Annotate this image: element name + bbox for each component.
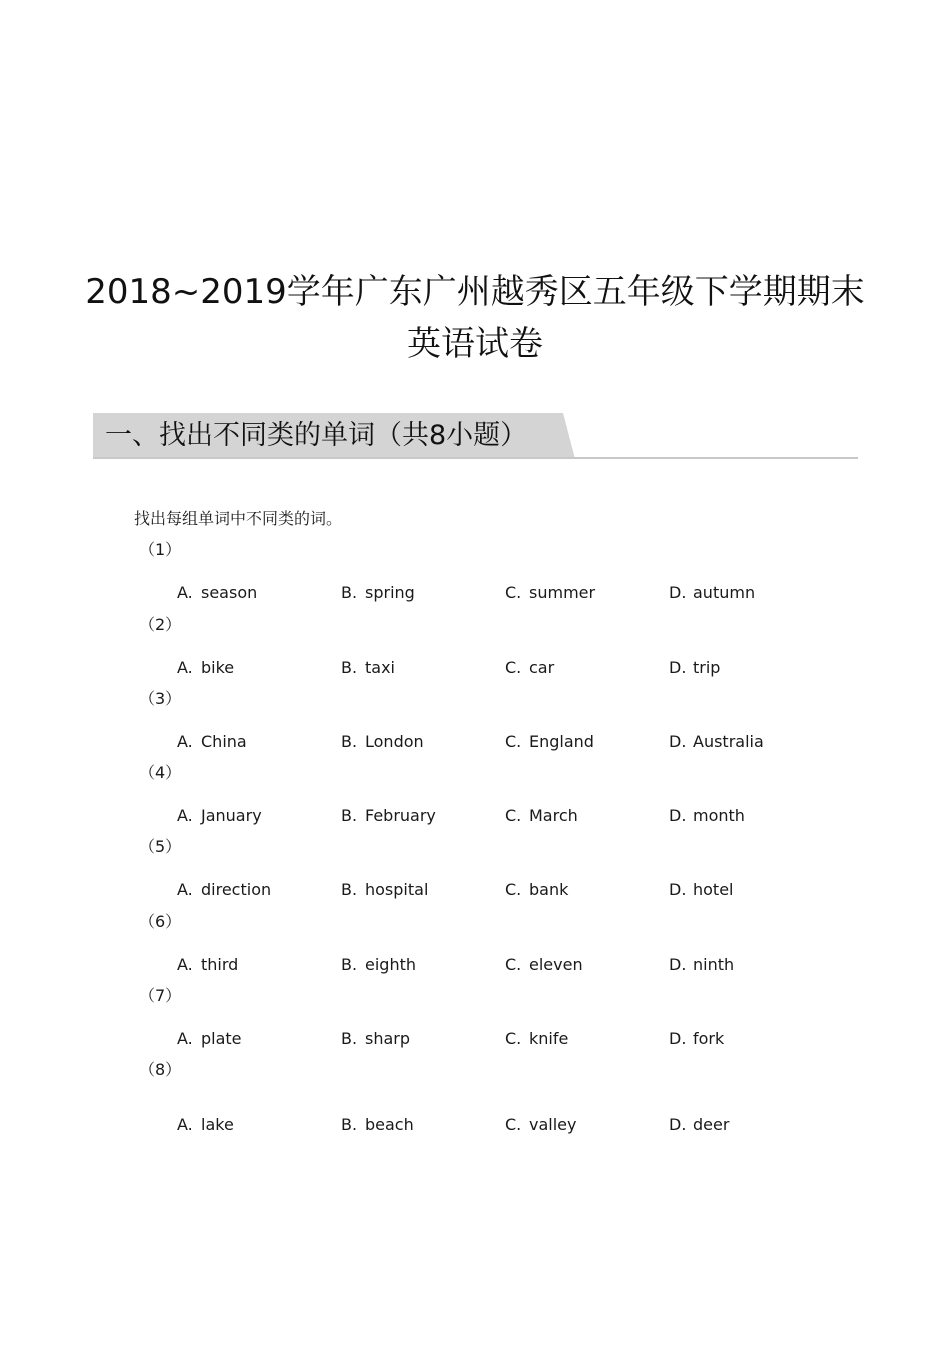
answer-option xyxy=(177,731,247,753)
option-letter: A. xyxy=(177,583,193,602)
option-letter: D. xyxy=(669,806,687,825)
option-letter: B. xyxy=(341,1115,358,1134)
option-text: sharp xyxy=(365,1029,411,1048)
question-number: （4） xyxy=(139,763,182,782)
answer-option xyxy=(177,805,262,827)
option-letter: C. xyxy=(505,583,522,602)
answer-option xyxy=(505,582,595,604)
option-text: China xyxy=(201,732,247,751)
option-letter: C. xyxy=(505,880,522,899)
option-text: Australia xyxy=(693,732,764,751)
answer-option xyxy=(177,1114,234,1136)
option-text: month xyxy=(693,806,745,825)
answer-option xyxy=(505,657,554,679)
option-letter: B. xyxy=(341,1029,358,1048)
option-letter: A. xyxy=(177,880,193,899)
question-number: （2） xyxy=(139,615,182,634)
option-letter: C. xyxy=(505,732,522,751)
answer-option xyxy=(177,1028,242,1050)
answer-option xyxy=(341,731,424,753)
option-letter: C. xyxy=(505,806,522,825)
section-header xyxy=(93,413,858,459)
answer-option xyxy=(669,582,755,604)
option-text: valley xyxy=(529,1115,577,1134)
answer-option xyxy=(341,657,395,679)
answer-option xyxy=(669,954,734,976)
section-instruction: 找出每组单词中不同类的词。 xyxy=(134,509,343,528)
option-letter: A. xyxy=(177,658,193,677)
question-number: （1） xyxy=(139,540,182,559)
option-letter: D. xyxy=(669,732,687,751)
option-text: car xyxy=(529,658,555,677)
option-letter: B. xyxy=(341,880,358,899)
question-number: （8） xyxy=(139,1060,182,1079)
option-letter: D. xyxy=(669,1029,687,1048)
option-text: fork xyxy=(693,1029,725,1048)
option-text: trip xyxy=(693,658,721,677)
answer-option xyxy=(341,1028,410,1050)
option-text: taxi xyxy=(365,658,395,677)
option-letter: B. xyxy=(341,955,358,974)
option-text: summer xyxy=(529,583,596,602)
option-text: London xyxy=(365,732,424,751)
option-text: lake xyxy=(201,1115,234,1134)
question-number: （3） xyxy=(139,689,182,708)
option-text: February xyxy=(365,806,436,825)
answer-option xyxy=(177,657,234,679)
option-text: eleven xyxy=(529,955,583,974)
option-letter: B. xyxy=(341,806,358,825)
question-number: （6） xyxy=(139,912,182,931)
answer-option xyxy=(669,879,734,901)
answer-option xyxy=(177,582,257,604)
option-letter: D. xyxy=(669,880,687,899)
option-text: England xyxy=(529,732,594,751)
answer-option xyxy=(505,731,594,753)
option-text: third xyxy=(201,955,239,974)
option-text: spring xyxy=(365,583,415,602)
option-letter: D. xyxy=(669,1115,687,1134)
option-text: ninth xyxy=(693,955,735,974)
answer-option xyxy=(341,1114,414,1136)
option-letter: A. xyxy=(177,732,193,751)
answer-option xyxy=(669,657,720,679)
option-letter: A. xyxy=(177,806,193,825)
answer-option xyxy=(505,1114,576,1136)
option-text: knife xyxy=(529,1029,569,1048)
option-text: deer xyxy=(693,1115,730,1134)
option-text: hotel xyxy=(693,880,734,899)
option-letter: D. xyxy=(669,658,687,677)
option-text: hospital xyxy=(365,880,429,899)
option-letter: A. xyxy=(177,955,193,974)
option-text: autumn xyxy=(693,583,756,602)
answer-option xyxy=(669,1114,729,1136)
title-line-1: 2018~2019学年广东广州越秀区五年级下学期期末 xyxy=(85,272,865,312)
answer-option xyxy=(669,1028,724,1050)
option-text: March xyxy=(529,806,578,825)
title-line-2: 英语试卷 xyxy=(407,324,543,364)
option-letter: B. xyxy=(341,658,358,677)
option-letter: B. xyxy=(341,583,358,602)
option-letter: C. xyxy=(505,955,522,974)
answer-option xyxy=(341,805,436,827)
answer-option xyxy=(669,805,745,827)
answer-option xyxy=(505,954,583,976)
answer-option xyxy=(505,1028,568,1050)
option-letter: B. xyxy=(341,732,358,751)
question-number: （5） xyxy=(139,837,182,856)
answer-option xyxy=(341,879,428,901)
document-title xyxy=(0,266,950,370)
answer-option xyxy=(505,805,578,827)
answer-option xyxy=(177,954,238,976)
answer-option xyxy=(505,879,568,901)
option-letter: A. xyxy=(177,1029,193,1048)
answer-option xyxy=(341,954,416,976)
option-letter: D. xyxy=(669,583,687,602)
option-text: direction xyxy=(201,880,272,899)
question-number: （7） xyxy=(139,986,182,1005)
option-letter: A. xyxy=(177,1115,193,1134)
option-letter: C. xyxy=(505,1115,522,1134)
answer-option xyxy=(669,731,764,753)
option-letter: C. xyxy=(505,658,522,677)
option-letter: D. xyxy=(669,955,687,974)
option-text: eighth xyxy=(365,955,416,974)
option-text: January xyxy=(201,806,262,825)
section-title: 一、找出不同类的单词（共8小题） xyxy=(105,420,528,451)
answer-option xyxy=(177,879,271,901)
answer-option xyxy=(341,582,415,604)
option-text: plate xyxy=(201,1029,242,1048)
option-letter: C. xyxy=(505,1029,522,1048)
option-text: season xyxy=(201,583,258,602)
option-text: bank xyxy=(529,880,569,899)
option-text: bike xyxy=(201,658,235,677)
option-text: beach xyxy=(365,1115,414,1134)
